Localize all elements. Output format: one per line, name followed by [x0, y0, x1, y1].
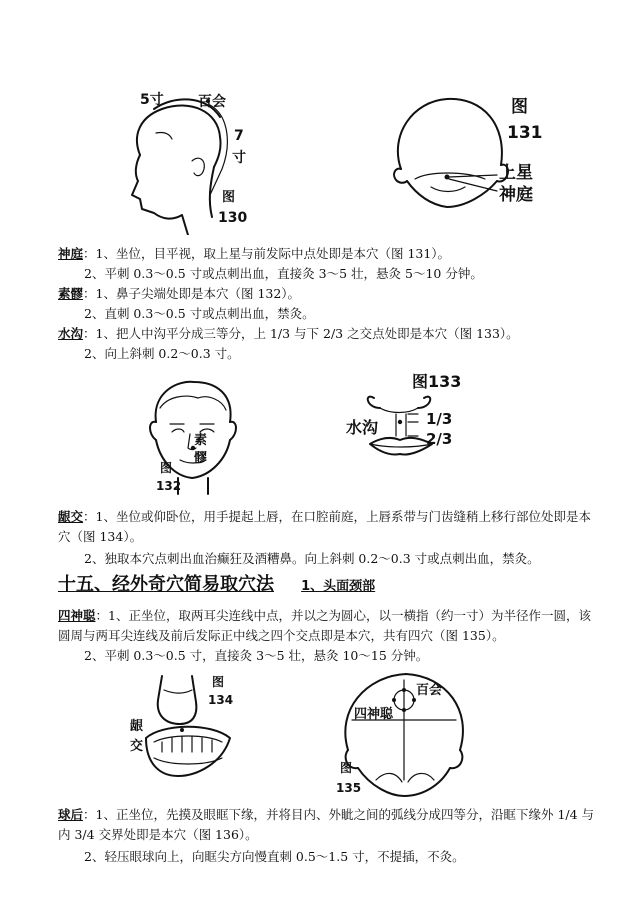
text-block-4	[58, 805, 598, 867]
shuigou-line2: 2、向上斜刺 0.2～0.3 寸。	[84, 346, 240, 361]
fig130-5cun: 5寸	[140, 92, 164, 108]
sishencong-line2: 2、平刺 0.3～0.5 寸，直接灸 3～5 壮，悬灸 10～15 分钟。	[84, 648, 429, 663]
fig132-su: 素	[194, 433, 208, 448]
fig130-num: 130	[218, 210, 248, 226]
figure-135	[330, 670, 480, 800]
term-shenting: 神庭	[58, 246, 84, 261]
figure-133	[340, 372, 480, 477]
term-suliao: 素髎	[58, 286, 84, 301]
qiuhou-line1: 球后：1、正坐位，先摸及眼眶下缘，并将目内、外眦之间的弧线分成四等分，沿眶下缘外 1/4 与内 3/4 交界处即是本穴（图 136）。	[58, 807, 595, 842]
yinjiao-line2: 2、独取本穴点刺出血治癫狂及酒糟鼻。向上斜刺 0.2～0.3 寸或点刺出血，禁灸。	[84, 551, 540, 566]
figure-132	[138, 378, 248, 498]
fig131-shenting: 神庭	[499, 185, 533, 205]
text-block-2	[58, 507, 598, 569]
fig134-num: 134	[208, 693, 234, 707]
term-yinjiao: 龈交	[58, 509, 84, 524]
suliao-line2: 2、直刺 0.3～0.5 寸或点刺出血，禁灸。	[84, 306, 315, 321]
section-title: 十五、经外奇穴简易取穴法	[58, 574, 274, 595]
fig130-tu: 图	[222, 190, 236, 205]
fig133-title: 图133	[412, 372, 462, 391]
yinjiao-line1: 龈交：1、坐位或仰卧位，用手提起上唇，在口腔前庭，上唇系带与门齿缝稍上移行部位处即是本穴（图 134）。	[58, 509, 591, 544]
shenting-line2: 2、平刺 0.3～0.5 寸或点刺出血，直接灸 3～5 壮，悬灸 5～10 分钟。	[84, 266, 483, 281]
section-heading	[58, 570, 375, 596]
fig130-baihui: 百会	[198, 94, 226, 110]
fig135-baihui: 百会	[416, 683, 443, 698]
shuigou-line1: 水沟：1、把人中沟平分成三等分，上 1/3 与下 2/3 之交点处即是本穴（图 133）。	[58, 326, 519, 341]
fig130-7: 7	[234, 128, 244, 144]
fig132-num: 132	[156, 479, 182, 493]
fig135-num: 135	[336, 781, 362, 795]
fig133-shuigou: 水沟	[346, 418, 379, 437]
qiuhou-line2: 2、轻压眼球向上，向眶尖方向慢直刺 0.5～1.5 寸，不提插，不灸。	[84, 849, 465, 864]
shenting-line1: 神庭：1、坐位，目平视，取上星与前发际中点处即是本穴（图 131）。	[58, 246, 451, 261]
suliao-line1: 素髎：1、鼻子尖端处即是本穴（图 132）。	[58, 286, 301, 301]
fig134-yin: 龈	[130, 719, 144, 734]
text-block-1	[58, 244, 598, 364]
fig131-shangxing: 上星	[499, 163, 533, 183]
section-subtitle: 1、头面颈部	[301, 579, 376, 594]
figure-131	[385, 95, 560, 225]
fig131-num: 131	[507, 123, 543, 143]
sishencong-line1: 四神聪：1、正坐位，取两耳尖连线中点，并以之为圆心，以一横指（约一寸）为半径作一圆，该圆周与两耳尖连线及前后发际正中线之四个交点即是本穴，共有四穴（图 135）。	[58, 608, 591, 643]
figure-134	[118, 672, 253, 790]
fig134-jiao: 交	[130, 739, 144, 754]
fig135-tu: 图	[340, 761, 353, 775]
fig135-sishencong: 四神聪	[354, 707, 394, 722]
fig133-13: 1/3	[426, 410, 453, 428]
term-shuigou: 水沟	[58, 326, 84, 341]
fig131-tu: 图	[511, 97, 528, 117]
head-top-illustration	[385, 95, 560, 225]
fig130-cun: 寸	[232, 150, 246, 166]
fig133-23: 2/3	[426, 430, 453, 448]
face-front-illustration	[138, 378, 248, 498]
text-block-3	[58, 606, 598, 666]
term-qiuhou: 球后	[58, 807, 84, 822]
fig132-liao: 髎	[194, 451, 208, 466]
figure-130	[110, 85, 260, 235]
fig132-tu: 图	[160, 461, 173, 475]
term-sishencong: 四神聪	[58, 608, 96, 623]
fig134-tu: 图	[212, 675, 225, 689]
